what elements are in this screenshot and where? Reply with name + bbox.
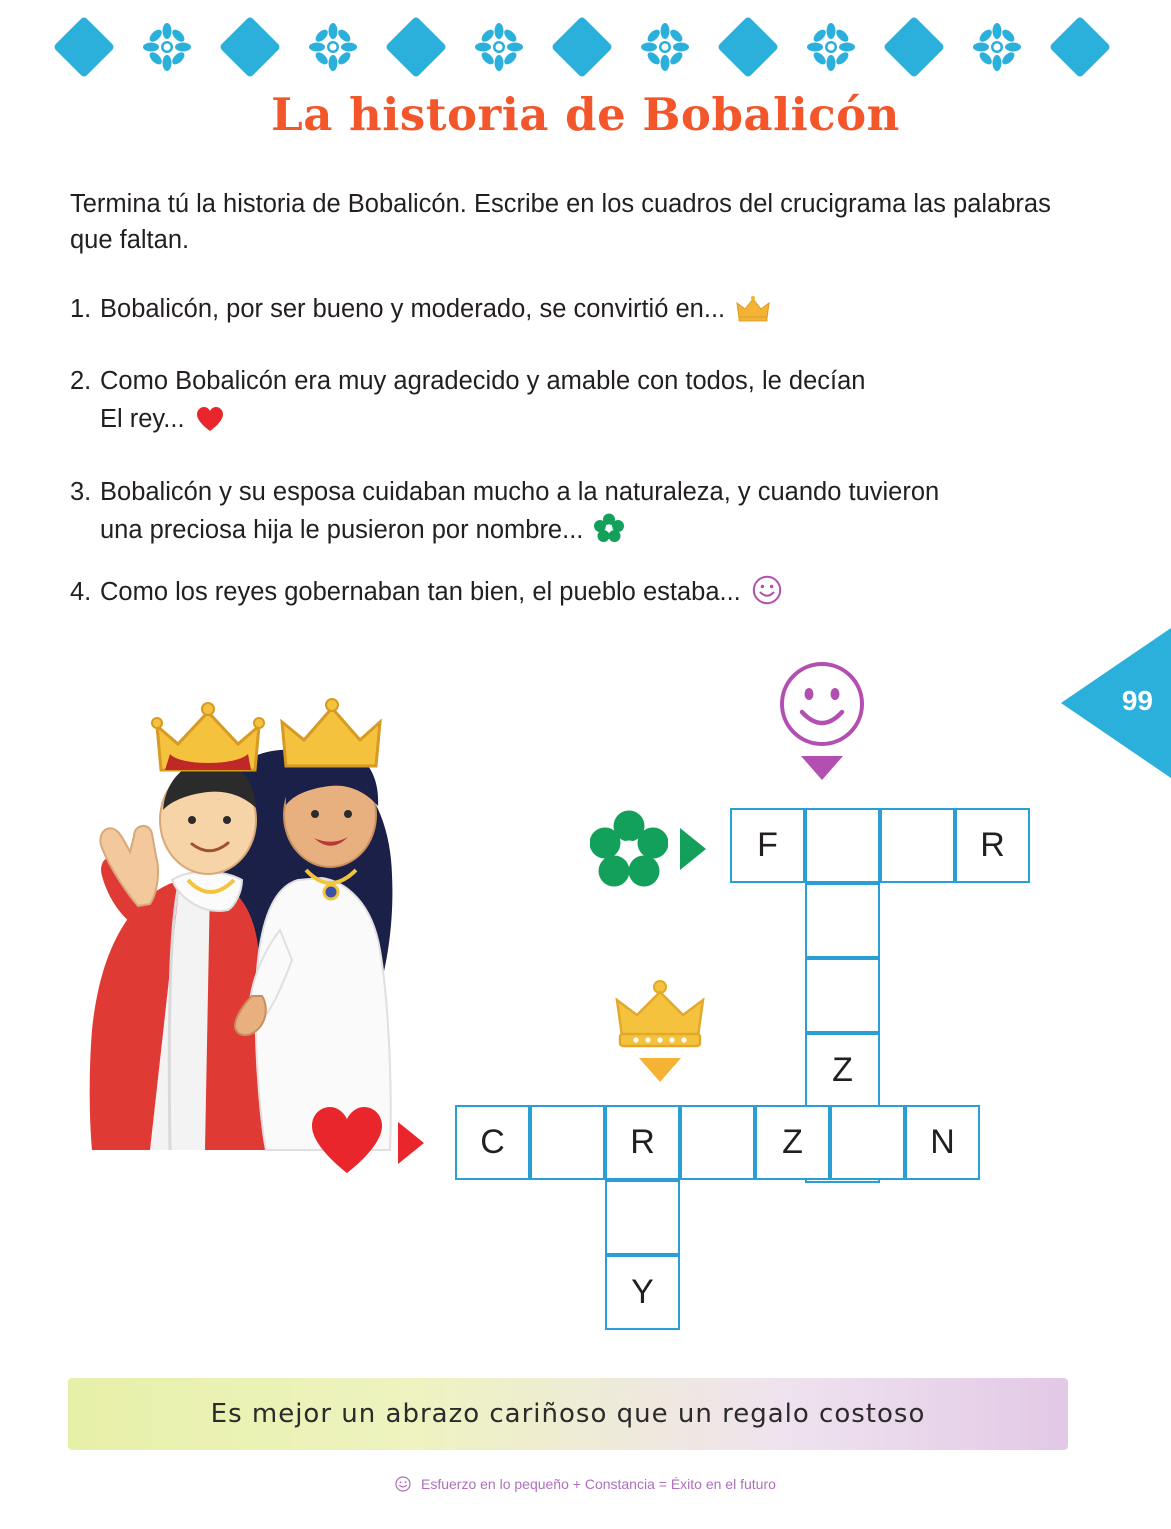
crossword-cell[interactable]: F [730, 808, 805, 883]
flower-icon [594, 513, 624, 554]
flower-decor-icon [143, 23, 191, 71]
item-text: Bobalicón, por ser bueno y moderado, se convirtió en... [100, 295, 726, 323]
smiley-icon [752, 575, 782, 616]
smiley-clue-icon [778, 660, 866, 753]
smiley-icon [395, 1476, 411, 1495]
item-text: Como Bobalicón era muy agradecido y amable con todos, le decían [100, 367, 866, 395]
page-title: La historia de Bobalicón [271, 88, 900, 141]
down-arrow-icon [801, 756, 843, 780]
item-number: 2. [70, 367, 92, 395]
right-arrow-icon [398, 1122, 424, 1164]
crossword-cell[interactable]: R [605, 1105, 680, 1180]
list-item [70, 573, 1080, 616]
crossword-cell[interactable]: Y [605, 1255, 680, 1330]
list-item [70, 473, 1080, 554]
right-arrow-icon [680, 828, 706, 870]
diamond-decor-icon [717, 16, 779, 78]
crossword-cell[interactable] [880, 808, 955, 883]
item-number: 3. [70, 478, 92, 506]
footer-note [0, 1476, 1171, 1495]
crossword-cell[interactable] [805, 808, 880, 883]
list-item [70, 362, 1080, 443]
crossword-cell[interactable]: Z [755, 1105, 830, 1180]
instructions-text: Termina tú la historia de Bobalicón. Escribe en los cuadros del crucigrama las palabras que faltan. [70, 190, 1051, 254]
page-number-tab [1061, 628, 1171, 778]
crossword-cell[interactable] [805, 958, 880, 1033]
item-number: 4. [70, 578, 92, 606]
footer-text: Esfuerzo en lo pequeño + Constancia = Éxito en el futuro [420, 1476, 776, 1492]
crossword-puzzle[interactable] [300, 660, 1060, 1360]
diamond-decor-icon [1049, 16, 1111, 78]
item-number: 1. [70, 295, 92, 323]
page-tab-shape [1061, 628, 1171, 778]
item-text: Bobalicón y su esposa cuidaban mucho a la naturaleza, y cuando tuvieron [100, 478, 940, 506]
item-text-continued: El rey... [100, 405, 185, 433]
diamond-decor-icon [883, 16, 945, 78]
heart-clue-icon [310, 1105, 384, 1180]
crossword-cell[interactable] [805, 883, 880, 958]
crossword-cell[interactable] [680, 1105, 755, 1180]
diamond-decor-icon [219, 16, 281, 78]
flower-decor-icon [807, 23, 855, 71]
crossword-cell[interactable] [830, 1105, 905, 1180]
item-text-continued: una preciosa hija le pusieron por nombre... [100, 516, 584, 544]
diamond-decor-icon [551, 16, 613, 78]
crossword-cell[interactable]: N [905, 1105, 980, 1180]
page-number: 99 [1121, 685, 1153, 716]
diamond-decor-icon [53, 16, 115, 78]
item-text: Como los reyes gobernaban tan bien, el pueblo estaba... [100, 578, 741, 606]
motto-text: Es mejor un abrazo cariñoso que un regalo costoso [210, 1399, 926, 1429]
flower-decor-icon [475, 23, 523, 71]
crossword-cell[interactable]: R [955, 808, 1030, 883]
crown-clue-icon [612, 980, 708, 1057]
crossword-cell[interactable] [530, 1105, 605, 1180]
heart-icon [196, 405, 224, 443]
decorative-top-border [62, 14, 1102, 80]
down-arrow-icon [639, 1058, 681, 1082]
flower-decor-icon [309, 23, 357, 71]
crossword-cell[interactable]: C [455, 1105, 530, 1180]
motto-banner [68, 1378, 1068, 1450]
crown-icon [736, 295, 770, 333]
diamond-decor-icon [385, 16, 447, 78]
flower-decor-icon [641, 23, 689, 71]
flower-clue-icon [590, 810, 668, 893]
crossword-cell[interactable] [605, 1180, 680, 1255]
flower-decor-icon [973, 23, 1021, 71]
list-item [70, 290, 1080, 333]
crossword-cell[interactable]: Z [805, 1033, 880, 1108]
